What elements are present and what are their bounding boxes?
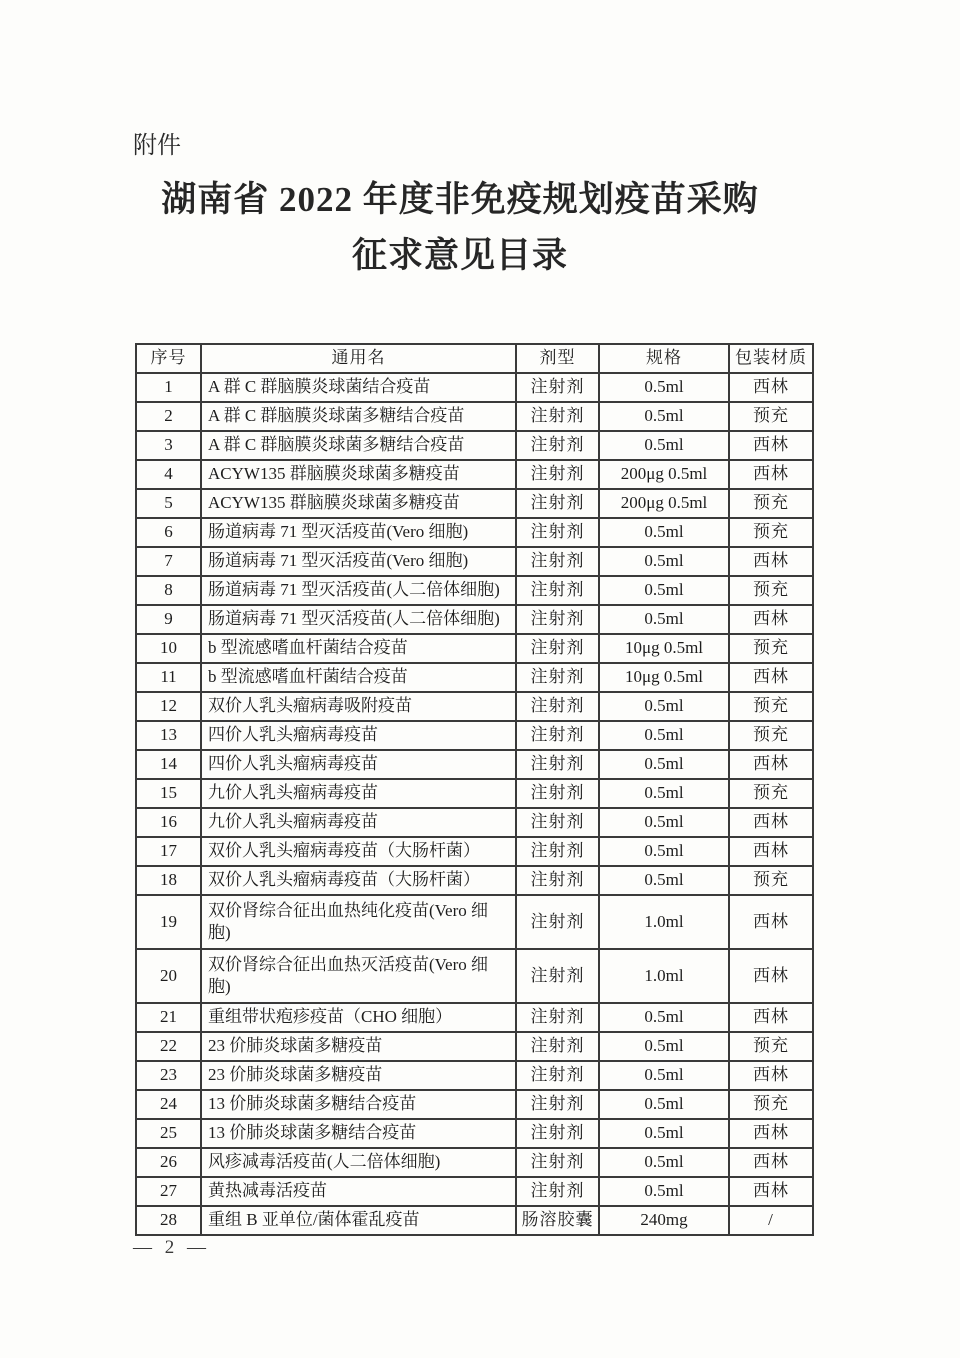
vaccine-name: 重组 B 亚单位/菌体霍乱疫苗 (201, 1206, 516, 1235)
row-number: 12 (136, 692, 201, 721)
dosage-form: 注射剂 (516, 663, 599, 692)
table-row (136, 1061, 813, 1090)
packaging-material: / (729, 1206, 813, 1235)
packaging-material: 西林 (729, 837, 813, 866)
dosage-form: 注射剂 (516, 547, 599, 576)
dosage-form: 注射剂 (516, 779, 599, 808)
packaging-material: 西林 (729, 1177, 813, 1206)
packaging-material: 预充 (729, 402, 813, 431)
table-row (136, 1206, 813, 1235)
column-header-spec: 规格 (599, 344, 729, 373)
packaging-material: 西林 (729, 605, 813, 634)
table-row (136, 518, 813, 547)
dosage-form: 注射剂 (516, 1090, 599, 1119)
specification: 0.5ml (599, 692, 729, 721)
row-number: 13 (136, 721, 201, 750)
vaccine-name: 风疹减毒活疫苗(人二倍体细胞) (201, 1148, 516, 1177)
vaccine-name: 双价人乳头瘤病毒疫苗（大肠杆菌） (201, 866, 516, 895)
row-number: 10 (136, 634, 201, 663)
row-number: 14 (136, 750, 201, 779)
table-row (136, 1032, 813, 1061)
table-row (136, 373, 813, 402)
specification: 0.5ml (599, 1032, 729, 1061)
packaging-material: 预充 (729, 634, 813, 663)
dosage-form: 注射剂 (516, 518, 599, 547)
vaccine-name: 九价人乳头瘤病毒疫苗 (201, 779, 516, 808)
vaccine-name: 肠道病毒 71 型灭活疫苗(人二倍体细胞) (201, 576, 516, 605)
dosage-form: 注射剂 (516, 431, 599, 460)
table-row (136, 1003, 813, 1032)
vaccine-name: b 型流感嗜血杆菌结合疫苗 (201, 663, 516, 692)
specification: 0.5ml (599, 576, 729, 605)
row-number: 24 (136, 1090, 201, 1119)
specification: 200μg 0.5ml (599, 489, 729, 518)
dosage-form: 注射剂 (516, 1148, 599, 1177)
specification: 0.5ml (599, 866, 729, 895)
specification: 0.5ml (599, 1090, 729, 1119)
specification: 0.5ml (599, 431, 729, 460)
dosage-form: 注射剂 (516, 837, 599, 866)
vaccine-name: 13 价肺炎球菌多糖结合疫苗 (201, 1119, 516, 1148)
specification: 0.5ml (599, 1061, 729, 1090)
specification: 0.5ml (599, 837, 729, 866)
table-row (136, 866, 813, 895)
column-header-no: 序号 (136, 344, 201, 373)
dosage-form: 注射剂 (516, 808, 599, 837)
table-row (136, 808, 813, 837)
row-number: 9 (136, 605, 201, 634)
column-header-packaging: 包装材质 (729, 344, 813, 373)
title-line-2: 征求意见目录 (351, 236, 568, 275)
table-row (136, 634, 813, 663)
specification: 240mg (599, 1206, 729, 1235)
dosage-form: 注射剂 (516, 489, 599, 518)
specification: 10μg 0.5ml (599, 634, 729, 663)
document-title (0, 172, 920, 284)
table-row (136, 489, 813, 518)
packaging-material: 西林 (729, 431, 813, 460)
specification: 0.5ml (599, 373, 729, 402)
table-row (136, 576, 813, 605)
specification: 0.5ml (599, 547, 729, 576)
specification: 1.0ml (599, 895, 729, 949)
dosage-form: 肠溶胶囊 (516, 1206, 599, 1235)
row-number: 11 (136, 663, 201, 692)
vaccine-name: 黄热减毒活疫苗 (201, 1177, 516, 1206)
vaccine-name: 肠道病毒 71 型灭活疫苗(人二倍体细胞) (201, 605, 516, 634)
table-row (136, 1119, 813, 1148)
dosage-form: 注射剂 (516, 1032, 599, 1061)
table-body (136, 373, 813, 1235)
vaccine-name: 双价肾综合征出血热灭活疫苗(Vero 细胞) (201, 949, 516, 1003)
dosage-form: 注射剂 (516, 895, 599, 949)
table-row (136, 1148, 813, 1177)
column-header-name: 通用名 (201, 344, 516, 373)
specification: 0.5ml (599, 721, 729, 750)
row-number: 21 (136, 1003, 201, 1032)
specification: 0.5ml (599, 1119, 729, 1148)
row-number: 8 (136, 576, 201, 605)
specification: 0.5ml (599, 1148, 729, 1177)
dosage-form: 注射剂 (516, 460, 599, 489)
dosage-form: 注射剂 (516, 1061, 599, 1090)
table-row (136, 460, 813, 489)
packaging-material: 西林 (729, 1119, 813, 1148)
page-number: — 2 — (133, 1237, 210, 1258)
table-row (136, 1090, 813, 1119)
vaccine-name: 肠道病毒 71 型灭活疫苗(Vero 细胞) (201, 518, 516, 547)
table-row (136, 895, 813, 949)
vaccine-name: 四价人乳头瘤病毒疫苗 (201, 750, 516, 779)
vaccine-name: 双价肾综合征出血热纯化疫苗(Vero 细胞) (201, 895, 516, 949)
specification: 0.5ml (599, 518, 729, 547)
vaccine-name: ACYW135 群脑膜炎球菌多糖疫苗 (201, 460, 516, 489)
vaccine-name: A 群 C 群脑膜炎球菌结合疫苗 (201, 373, 516, 402)
vaccine-name: A 群 C 群脑膜炎球菌多糖结合疫苗 (201, 431, 516, 460)
packaging-material: 西林 (729, 373, 813, 402)
vaccine-name: 肠道病毒 71 型灭活疫苗(Vero 细胞) (201, 547, 516, 576)
row-number: 1 (136, 373, 201, 402)
table-row (136, 663, 813, 692)
dosage-form: 注射剂 (516, 373, 599, 402)
table-row (136, 779, 813, 808)
specification: 0.5ml (599, 605, 729, 634)
table-row (136, 402, 813, 431)
specification: 10μg 0.5ml (599, 663, 729, 692)
row-number: 7 (136, 547, 201, 576)
dosage-form: 注射剂 (516, 692, 599, 721)
table-row (136, 431, 813, 460)
packaging-material: 西林 (729, 1061, 813, 1090)
table-row (136, 949, 813, 1003)
row-number: 23 (136, 1061, 201, 1090)
packaging-material: 预充 (729, 1032, 813, 1061)
specification: 0.5ml (599, 808, 729, 837)
specification: 200μg 0.5ml (599, 460, 729, 489)
attachment-label: 附件 (133, 132, 181, 159)
specification: 0.5ml (599, 402, 729, 431)
vaccine-name: 13 价肺炎球菌多糖结合疫苗 (201, 1090, 516, 1119)
packaging-material: 预充 (729, 1090, 813, 1119)
dosage-form: 注射剂 (516, 605, 599, 634)
packaging-material: 预充 (729, 692, 813, 721)
packaging-material: 西林 (729, 808, 813, 837)
row-number: 17 (136, 837, 201, 866)
row-number: 16 (136, 808, 201, 837)
packaging-material: 西林 (729, 750, 813, 779)
table-row (136, 1177, 813, 1206)
packaging-material: 西林 (729, 460, 813, 489)
dosage-form: 注射剂 (516, 1177, 599, 1206)
table-row (136, 605, 813, 634)
vaccine-name: A 群 C 群脑膜炎球菌多糖结合疫苗 (201, 402, 516, 431)
row-number: 20 (136, 949, 201, 1003)
row-number: 4 (136, 460, 201, 489)
table-row (136, 547, 813, 576)
table-row (136, 692, 813, 721)
packaging-material: 西林 (729, 1003, 813, 1032)
dosage-form: 注射剂 (516, 1003, 599, 1032)
vaccine-catalog-table (135, 343, 814, 1236)
packaging-material: 预充 (729, 576, 813, 605)
row-number: 25 (136, 1119, 201, 1148)
title-line-1: 湖南省 2022 年度非免疫规划疫苗采购 (161, 180, 759, 219)
row-number: 18 (136, 866, 201, 895)
dosage-form: 注射剂 (516, 866, 599, 895)
specification: 0.5ml (599, 750, 729, 779)
table-row (136, 837, 813, 866)
vaccine-name: 双价人乳头瘤病毒吸附疫苗 (201, 692, 516, 721)
packaging-material: 预充 (729, 489, 813, 518)
table-row (136, 721, 813, 750)
dosage-form: 注射剂 (516, 750, 599, 779)
packaging-material: 西林 (729, 1148, 813, 1177)
packaging-material: 预充 (729, 721, 813, 750)
packaging-material: 西林 (729, 949, 813, 1003)
specification: 1.0ml (599, 949, 729, 1003)
vaccine-name: 23 价肺炎球菌多糖疫苗 (201, 1032, 516, 1061)
column-header-form: 剂型 (516, 344, 599, 373)
row-number: 5 (136, 489, 201, 518)
row-number: 19 (136, 895, 201, 949)
table-row (136, 750, 813, 779)
dosage-form: 注射剂 (516, 721, 599, 750)
table-header-row (136, 344, 813, 373)
packaging-material: 西林 (729, 547, 813, 576)
row-number: 15 (136, 779, 201, 808)
vaccine-name: 双价人乳头瘤病毒疫苗（大肠杆菌） (201, 837, 516, 866)
row-number: 3 (136, 431, 201, 460)
vaccine-name: 重组带状疱疹疫苗（CHO 细胞） (201, 1003, 516, 1032)
vaccine-name: b 型流感嗜血杆菌结合疫苗 (201, 634, 516, 663)
row-number: 27 (136, 1177, 201, 1206)
row-number: 26 (136, 1148, 201, 1177)
vaccine-name: 四价人乳头瘤病毒疫苗 (201, 721, 516, 750)
vaccine-name: 九价人乳头瘤病毒疫苗 (201, 808, 516, 837)
packaging-material: 预充 (729, 779, 813, 808)
dosage-form: 注射剂 (516, 949, 599, 1003)
row-number: 22 (136, 1032, 201, 1061)
row-number: 28 (136, 1206, 201, 1235)
specification: 0.5ml (599, 779, 729, 808)
dosage-form: 注射剂 (516, 634, 599, 663)
row-number: 2 (136, 402, 201, 431)
packaging-material: 西林 (729, 895, 813, 949)
specification: 0.5ml (599, 1177, 729, 1206)
dosage-form: 注射剂 (516, 402, 599, 431)
packaging-material: 西林 (729, 663, 813, 692)
vaccine-name: 23 价肺炎球菌多糖疫苗 (201, 1061, 516, 1090)
specification: 0.5ml (599, 1003, 729, 1032)
dosage-form: 注射剂 (516, 576, 599, 605)
packaging-material: 预充 (729, 866, 813, 895)
packaging-material: 预充 (729, 518, 813, 547)
dosage-form: 注射剂 (516, 1119, 599, 1148)
row-number: 6 (136, 518, 201, 547)
vaccine-name: ACYW135 群脑膜炎球菌多糖疫苗 (201, 489, 516, 518)
